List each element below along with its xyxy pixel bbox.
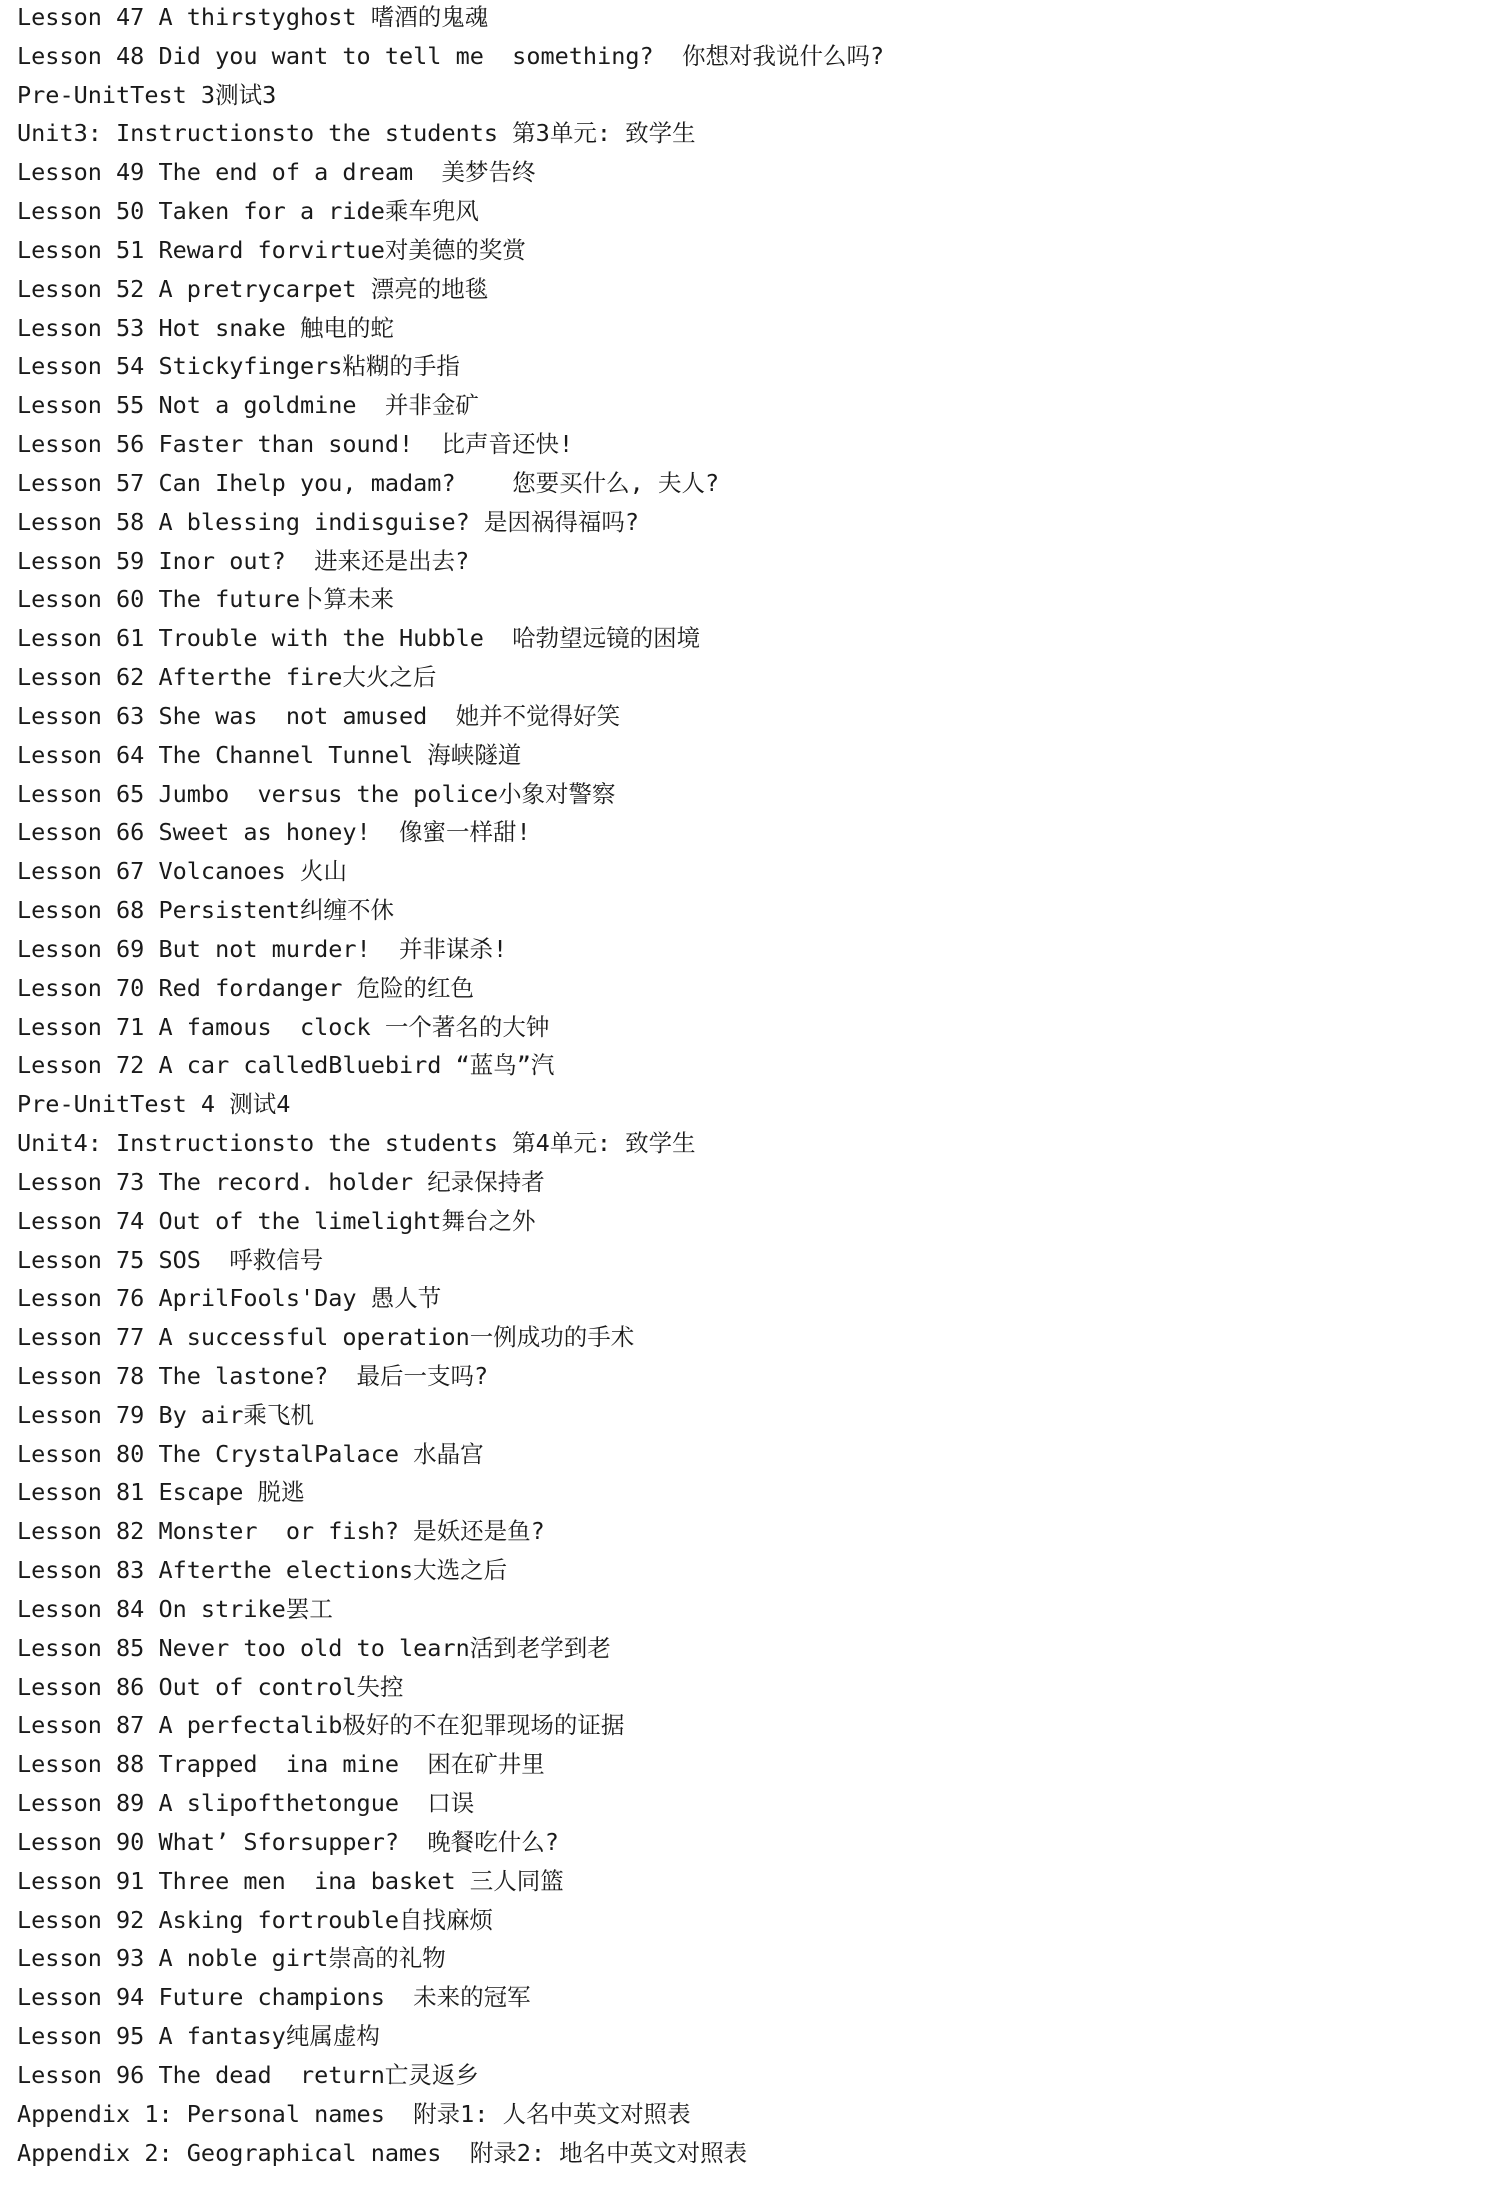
list-item: Lesson 51 Reward forvirtue对美德的奖赏 [17, 235, 526, 264]
list-item: Lesson 65 Jumbo versus the police小象对警察 [17, 779, 616, 808]
list-item: Lesson 78 The lastone? 最后一支吗? [17, 1361, 489, 1390]
list-item: Lesson 52 A pretrycarpet 漂亮的地毯 [17, 274, 489, 303]
list-item: Lesson 91 Three men ina basket 三人同篮 [17, 1866, 564, 1895]
list-item: Lesson 90 What’ Sforsupper? 晚餐吃什么? [17, 1827, 559, 1856]
list-item: Lesson 93 A noble girt崇高的礼物 [17, 1944, 446, 1973]
list-item: Pre-UnitTest 4 测试4 [17, 1090, 291, 1119]
list-item: Lesson 80 The CrystalPalace 水晶宫 [17, 1439, 484, 1468]
list-item: Lesson 85 Never too old to learn活到老学到老 [17, 1633, 611, 1662]
list-item: Lesson 95 A fantasy纯属虚构 [17, 2022, 380, 2051]
lesson-list [17, 0, 1487, 2190]
list-item: Lesson 47 A thirstyghost 嗜酒的鬼魂 [17, 3, 489, 31]
list-item: Lesson 64 The Channel Tunnel 海峡隧道 [17, 740, 522, 769]
list-item: Lesson 94 Future champions 未来的冠军 [17, 1983, 531, 2012]
list-item: Lesson 83 Afterthe elections大选之后 [17, 1556, 508, 1585]
list-item: Lesson 58 A blessing indisguise? 是因祸得福吗? [17, 507, 640, 536]
list-item: Lesson 66 Sweet as honey! 像蜜一样甜! [17, 818, 531, 847]
list-item: Lesson 63 She was not amused 她并不觉得好笑 [17, 701, 621, 730]
list-item: Unit4: Instructionsto the students 第4单元: 致学生 [17, 1129, 696, 1158]
list-item: Lesson 56 Faster than sound! 比声音还快! [17, 430, 574, 459]
list-item: Lesson 73 The record. holder 纪录保持者 [17, 1167, 545, 1196]
list-item: Lesson 49 The end of a dream 美梦告终 [17, 158, 536, 187]
list-item: Lesson 77 A successful operation一例成功的手术 [17, 1323, 635, 1352]
list-item: Lesson 68 Persistent纠缠不休 [17, 896, 394, 925]
list-item: Pre-UnitTest 3测试3 [17, 80, 277, 109]
list-item: Lesson 84 On strike罢工 [17, 1594, 333, 1623]
list-item: Lesson 89 A slipofthetongue 口误 [17, 1789, 475, 1818]
list-item: Lesson 72 A car calledBluebird “蓝鸟”汽 [17, 1051, 555, 1080]
list-item: Lesson 71 A famous clock 一个著名的大钟 [17, 1012, 550, 1041]
list-item: Lesson 57 Can Ihelp you, madam? 您要买什么, 夫人? [17, 468, 720, 497]
list-item: Lesson 75 SOS 呼救信号 [17, 1245, 324, 1274]
list-item: Lesson 67 Volcanoes 火山 [17, 857, 347, 886]
list-item: Lesson 82 Monster or fish? 是妖还是鱼? [17, 1517, 545, 1546]
list-item: Unit3: Instructionsto the students 第3单元: 致学生 [17, 119, 696, 148]
list-item: Lesson 61 Trouble with the Hubble 哈勃望远镜的困境 [17, 624, 701, 653]
list-item: Lesson 70 Red fordanger 危险的红色 [17, 973, 475, 1002]
list-item: Lesson 76 AprilFools'Day 愚人节 [17, 1284, 442, 1313]
list-item: Lesson 92 Asking fortrouble自找麻烦 [17, 1905, 494, 1934]
list-item: Lesson 50 Taken for a ride乘车兜风 [17, 197, 479, 226]
list-item: Lesson 74 Out of the limelight舞台之外 [17, 1206, 536, 1235]
list-item: Lesson 81 Escape 脱逃 [17, 1478, 305, 1507]
list-item: Lesson 53 Hot snake 触电的蛇 [17, 313, 394, 342]
list-item: Lesson 69 But not murder! 并非谋杀! [17, 934, 508, 963]
list-item: Appendix 2: Geographical names 附录2: 地名中英文对照表 [17, 2138, 748, 2167]
list-item: Lesson 54 Stickyfingers粘糊的手指 [17, 352, 460, 381]
list-item: Lesson 59 Inor out? 进来还是出去? [17, 546, 470, 575]
list-item: Appendix 1: Personal names 附录1: 人名中英文对照表 [17, 2099, 691, 2128]
list-item: Lesson 48 Did you want to tell me something? 你想对我说什么吗? [17, 41, 885, 70]
list-item: Lesson 60 The future卜算未来 [17, 585, 394, 614]
list-item: Lesson 87 A perfectalib极好的不在犯罪现场的证据 [17, 1711, 625, 1740]
list-item: Lesson 88 Trapped ina mine 困在矿井里 [17, 1750, 545, 1779]
list-item: Lesson 96 The dead return亡灵返乡 [17, 2060, 479, 2089]
list-item: Lesson 79 By air乘飞机 [17, 1400, 314, 1429]
list-item: Lesson 55 Not a goldmine 并非金矿 [17, 391, 479, 420]
list-item: Lesson 86 Out of control失控 [17, 1672, 404, 1701]
list-item: Lesson 62 Afterthe fire大火之后 [17, 663, 437, 692]
